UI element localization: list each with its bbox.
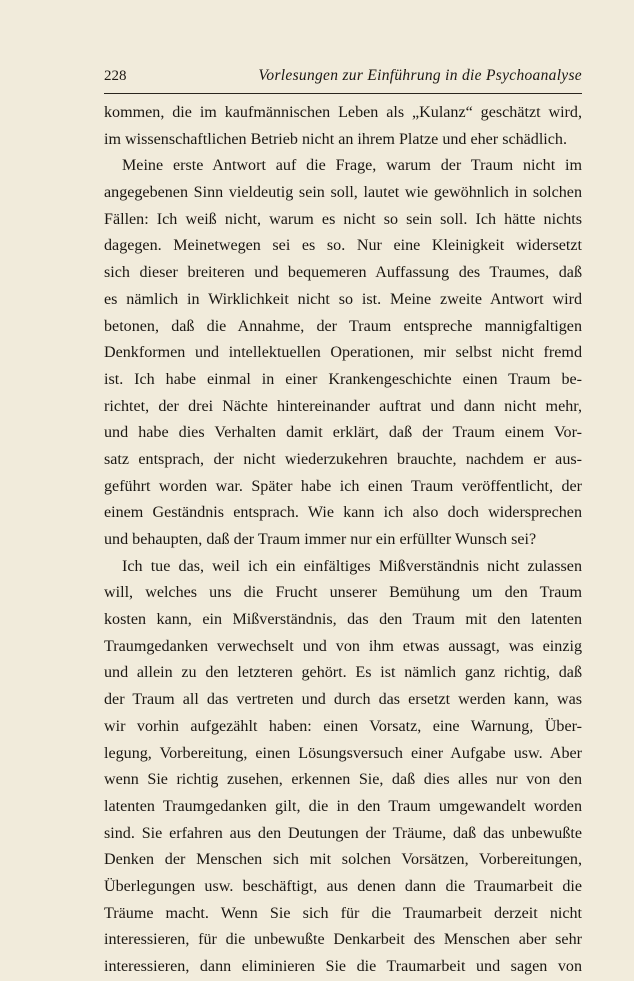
text-line: Überlegungen usw. beschäftigt, aus denen dann die Traumarbeit die xyxy=(104,877,582,895)
running-title: Vorlesungen zur Einführung in die Psychoanalyse xyxy=(258,67,582,84)
text-line: Denkformen und intellektuellen Operationen, mir selbst nicht fremd xyxy=(104,344,582,362)
text-line: angegebenen Sinn vieldeutig sein soll, lautet wie gewöhnlich in solchen xyxy=(104,184,582,202)
text-line: Traumgedanken verwechselt und von ihm etwas aussagt, was einzig xyxy=(104,637,582,655)
text-line: Träume macht. Wenn Sie sich für die Traumarbeit derzeit nicht xyxy=(104,904,582,922)
text-line: kosten kann, ein Mißverständnis, das den Traum mit den latenten xyxy=(104,611,582,629)
text-line: Meine erste Antwort auf die Frage, warum der Traum nicht im xyxy=(122,157,582,175)
header-rule xyxy=(104,93,582,94)
text-line: Denken der Menschen sich mit solchen Vorsätzen, Vorbereitungen, xyxy=(104,851,582,869)
text-line: Ich tue das, weil ich ein einfältiges Mißverständnis nicht zulassen xyxy=(122,557,582,575)
text-line: und habe dies Verhalten damit erklärt, daß der Traum einem Vor- xyxy=(104,424,582,442)
page-number: 228 xyxy=(104,68,127,84)
text-line: legung, Vorbereitung, einen Lösungsversuch einer Aufgabe usw. Aber xyxy=(104,744,582,762)
body-text xyxy=(104,100,582,981)
text-line: richtet, der drei Nächte hintereinander auftrat und dann nicht mehr, xyxy=(104,397,582,415)
text-line: dagegen. Meinetwegen sei es so. Nur eine Kleinigkeit widersetzt xyxy=(104,237,582,255)
text-line: und allein zu den letzteren gehört. Es ist nämlich ganz richtig, daß xyxy=(104,664,582,682)
text-line: latenten Traumgedanken gilt, die in den Traum umgewandelt worden xyxy=(104,797,582,815)
text-line: sich dieser breiteren und bequemeren Auffassung des Traumes, daß xyxy=(104,264,582,282)
text-line: geführt worden war. Später habe ich einen Traum veröffentlicht, der xyxy=(104,477,582,495)
text-line: wir vorhin aufgezählt haben: einen Vorsatz, eine Warnung, Über- xyxy=(104,717,582,735)
text-line: einem Geständnis entsprach. Wie kann ich also doch widersprechen xyxy=(104,504,582,522)
text-line: und behaupten, daß der Traum immer nur ein erfüllter Wunsch sei? xyxy=(104,531,537,548)
page-header xyxy=(104,66,582,88)
text-line: satz entsprach, der nicht wiederzukehren brauchte, nachdem er aus- xyxy=(104,450,582,468)
text-line: im wissenschaftlichen Betrieb nicht an ihrem Platze und eher schädlich. xyxy=(104,130,567,148)
text-line: will, welches uns die Frucht unserer Bemühung um den Traum xyxy=(104,584,582,602)
text-line: es nämlich in Wirklichkeit nicht so ist. Meine zweite Antwort wird xyxy=(104,290,582,308)
text-line: sind. Sie erfahren aus den Deutungen der Träume, daß das unbewußte xyxy=(104,824,582,842)
text-line: wenn Sie richtig zusehen, erkennen Sie, daß dies alles nur von den xyxy=(104,771,582,789)
text-line: kommen, die im kaufmännischen Leben als „Kulanz“ geschätzt wird, xyxy=(104,104,582,121)
text-line: Fällen: Ich weiß nicht, warum es nicht so sein soll. Ich hätte nichts xyxy=(104,210,582,228)
text-line: der Traum all das vertreten und durch das ersetzt werden kann, was xyxy=(104,691,582,709)
text-line: interessieren, für die unbewußte Denkarbeit des Menschen aber sehr xyxy=(104,931,582,949)
text-line: ist. Ich habe einmal in einer Krankengeschichte einen Traum be- xyxy=(104,370,582,388)
text-line: interessieren, dann eliminieren Sie die Traumarbeit und sagen von xyxy=(104,958,582,975)
text-line: betonen, daß die Annahme, der Traum entspreche mannigfaltigen xyxy=(104,317,582,335)
